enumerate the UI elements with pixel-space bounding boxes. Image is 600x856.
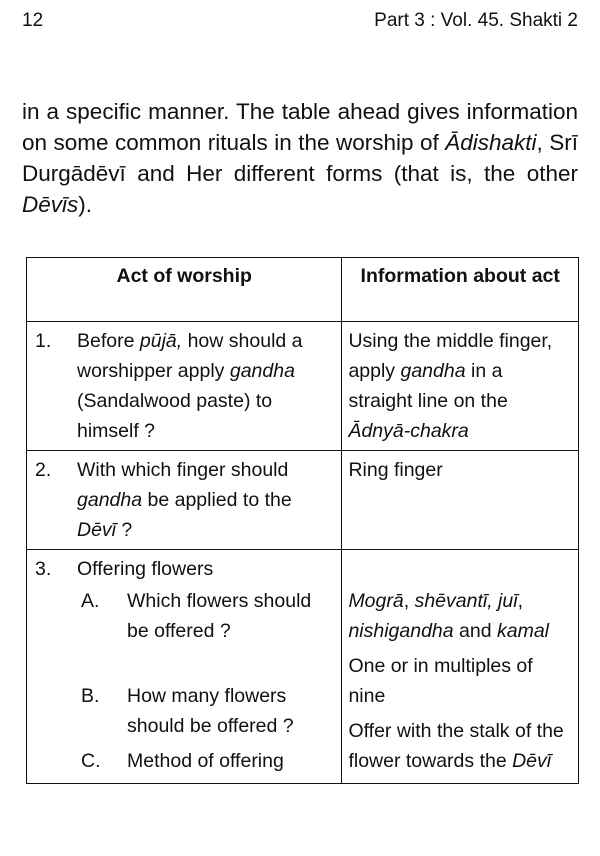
subquestion-c-text: Method of offering — [127, 750, 284, 772]
subquestion-b-letter: B. — [81, 685, 100, 707]
header-act-of-worship: Act of worship — [27, 258, 342, 322]
row1-q-term-puja: pūjā, — [139, 330, 183, 352]
answer-b: One or in multiples of nine — [348, 655, 533, 707]
row2-question-cell — [27, 451, 342, 550]
table-row — [27, 451, 579, 550]
row1-number: 1. — [35, 330, 52, 352]
row2-q-term-devi: Dēvī — [77, 519, 117, 541]
header-information-about-act: Information about act — [342, 258, 579, 322]
row2-q-text-b: be applied to the — [142, 489, 292, 511]
subquestion-b — [27, 681, 341, 741]
answer-a-sep-1: , — [403, 590, 415, 612]
row1-q-text-b: how should a worshipper apply — [77, 330, 303, 382]
intro-text-3: ). — [78, 192, 93, 217]
row1-q-text-c: (Sandalwood paste) to himself ? — [77, 390, 273, 442]
answer-a-term-kamal: kamal — [497, 620, 550, 642]
subquestion-a — [27, 586, 341, 646]
subquestion-c — [27, 746, 341, 776]
row1-a-term-gandha: gandha — [400, 360, 466, 382]
row1-answer-cell — [342, 322, 579, 451]
subquestion-a-letter: A. — [81, 590, 100, 612]
row1-question-cell — [27, 322, 342, 451]
row1-question — [77, 326, 335, 446]
answer-a-term-nishigandha: nishigandha — [348, 620, 454, 642]
answer-a-term-mogra: Mogrā — [348, 590, 404, 612]
answer-a-term-jui: juī — [498, 590, 518, 612]
subquestion-b-text: How many flowers should be offered ? — [127, 685, 294, 737]
intro-term-adishakti: Ādishakti — [445, 130, 537, 155]
row2-q-term-gandha: gandha — [77, 489, 143, 511]
answer-a — [342, 586, 578, 646]
answer-c-term-devi: Dēvī — [512, 750, 552, 772]
table-row — [27, 550, 579, 784]
row3-answer-cell — [342, 550, 579, 784]
row2-answer: Ring finger — [348, 459, 443, 481]
row2-question — [77, 455, 335, 545]
intro-text-2: , Srī Durgādēvī and Her different forms (that is, the other — [22, 130, 578, 186]
intro-term-devis: Dēvīs — [22, 192, 79, 217]
answer-a-and: and — [453, 620, 497, 642]
page-header — [22, 10, 578, 36]
worship-rituals-table — [26, 257, 579, 784]
row1-a-text-b: in a straight line on the — [348, 360, 508, 412]
row2-number: 2. — [35, 459, 52, 481]
row2-q-text-c: ? — [116, 519, 133, 541]
answer-a-term-shevanti: shēvantī, — [414, 590, 493, 612]
row3-question-cell — [27, 550, 342, 784]
table-header-row — [27, 258, 579, 322]
running-title: Part 3 : Vol. 45. Shakti 2 — [374, 10, 578, 31]
row3-title: Offering flowers — [77, 558, 214, 580]
row1-a-text-a: Using the middle finger, apply — [348, 330, 553, 382]
row2-answer-cell — [342, 451, 579, 550]
table-row — [27, 322, 579, 451]
answer-c — [342, 716, 578, 778]
row3-number: 3. — [35, 558, 52, 580]
row1-q-term-gandha: gandha — [229, 360, 295, 382]
page-number: 12 — [22, 10, 44, 31]
intro-paragraph — [22, 96, 578, 220]
answer-c-text: Offer with the stalk of the flower towards the — [348, 720, 564, 772]
row1-answer — [342, 322, 578, 450]
answer-a-sep-3: , — [517, 590, 523, 612]
subquestion-c-letter: C. — [81, 750, 101, 772]
intro-text-1: in a specific manner. The table ahead gives information on some common rituals in the worship of — [22, 99, 578, 155]
row1-a-term-chakra: Ādnyā-chakra — [348, 420, 469, 442]
row2-q-text-a: With which finger should — [77, 459, 289, 481]
subquestion-a-text: Which flowers should be offered ? — [127, 590, 312, 642]
row1-q-text-a: Before — [77, 330, 140, 352]
